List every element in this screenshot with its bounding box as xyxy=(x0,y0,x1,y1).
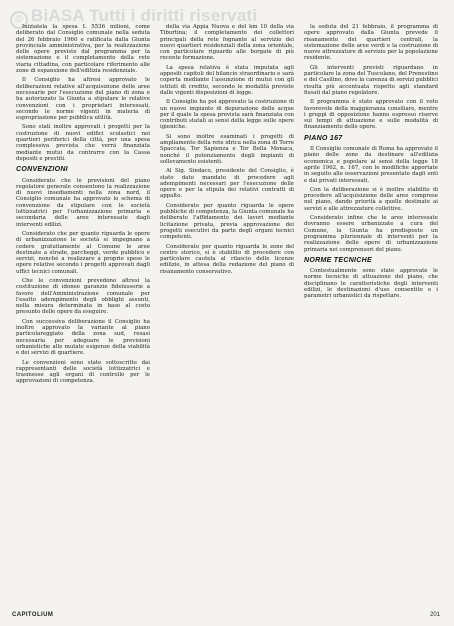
paragraph: Con la deliberazione si è inoltre stabilito di procedere all'acquisizione delle aree comprese nel piano, dando priorità a quelle destinate ai servizi e alle attrezzature collettive. xyxy=(304,186,438,212)
paragraph: Il Consiglio ha poi approvato la costruzione di un nuovo impianto di depurazione delle acque per il quale la spesa prevista sarà finanziata con contributi statali ai sensi della legge sulle opere igieniche. xyxy=(160,99,294,131)
paragraph: Con successiva deliberazione il Consiglio ha inoltre approvato la variante al piano particolareggiato della zona sud, resasi necessaria per adeguare le previsioni urbanistiche alle mutate esigenze della viabilità e dei servizi di quartiere. xyxy=(16,318,150,357)
paragraph: La spesa relativa è stata imputata agli appositi capitoli del bilancio straordinario e sarà coperta mediante l'assunzione di mutui con gli istituti di credito, secondo le modalità previste dalle vigenti disposizioni di legge. xyxy=(160,64,294,96)
paragraph: Iniziatela la spesa L 5536 milioni, come deliberato dal Consiglio comunale nella seduta del 26 febbraio 1960 e ratificata dalla Giunta provinciale amministrativa, per la realizzazione delle opere previste dal programma per la sistemazione e il completamento della rete viaria cittadina, con particolare riferimento alle zone di espansione dell'edilizia residenziale. xyxy=(16,24,150,75)
paragraph: Le convenzioni sono state sottoscritte dai rappresentanti delle società lottizzatrici e trasmesse agli organi di controllo per le approvazioni di competenza. xyxy=(16,359,150,385)
paragraph: la seduta del 21 febbraio, il programma di opere approvato dalla Giunta prevede il risanamento dei quartieri centrali, la sistemazione delle aree verdi e la costruzione di nuove attrezzature di servizio per la popolazione residente. xyxy=(304,24,438,62)
paragraph: Considerato che le previsioni del piano regolatore generale consentono la realizzazione di nuovi insediamenti nella zona nord, il Consiglio comunale ha approvato lo schema di convenzione da stipulare con le società lottizzatrici per l'urbanizzazione primaria e secondaria delle aree interessate dagli interventi edilizi. xyxy=(16,177,150,228)
section-heading: NORME TECNICHE xyxy=(304,256,372,264)
text-column-2 xyxy=(160,24,294,278)
paragraph: Sono stati inoltre approvati i progetti per la costruzione di nuovi edifici scolastici nei quartieri periferici della città, per una spesa complessiva prevista che verrà finanziata mediante mutui da contrarre con la Cassa depositi e prestiti. xyxy=(16,124,150,162)
text-column-3 xyxy=(304,24,438,303)
paragraph: Che le convenzioni prevedono altresì la costituzione di idonee garanzie fideiussorie a favore dell'Amministrazione comunale per l'esatto adempimento degli obblighi assunti, nella misura determinata in base al costo presunto delle opere da eseguire. xyxy=(16,277,150,316)
page-number: 201 xyxy=(429,612,440,618)
paragraph: Considerato che per quanto riguarda le opere di urbanizzazione le società si impegnano a cedere gratuitamente al Comune le aree destinate a strade, parcheggi, verde pubblico e servizi, nonché a realizzare a proprie spese le opere relative secondo i progetti approvati dagli uffici tecnici comunali. xyxy=(16,230,150,275)
paragraph: Il Consiglio ha altresì approvato le deliberazioni relative all'acquisizione delle aree necessarie per l'esecuzione del piano di zona e ha autorizzato la Giunta a stipulare le relative convenzioni con i proprietari interessati, secondo le norme vigenti in materia di espropriazione per pubblica utilità. xyxy=(16,77,150,122)
paragraph: Considerato infine che le aree interessate dovranno essere urbanizzate a cura del Comune, la Giunta ha predisposto un programma pluriennale di interventi per la realizzazione delle opere di urbanizzazione primaria nei comprensori del piano. xyxy=(304,215,438,253)
copyright-icon: © xyxy=(10,11,28,29)
text-column-1 xyxy=(16,24,150,388)
paragraph: Il Consiglio comunale di Roma ha approvato il piano delle zone da destinare all'edilizia economica e popolare ai sensi della legge 18 aprile 1962, n. 167, con le modifiche apportate in seguito alle osservazioni presentate dagli enti e dai privati interessati. xyxy=(304,146,438,184)
watermark-text: BiASA Tutti i diritti riservati xyxy=(31,6,258,25)
publication-name: CAPITOLIUM xyxy=(12,612,54,618)
paragraph: Considerato per quanto riguarda le zone del centro storico, si è stabilito di procedere con particolare cautela al rilascio delle licenze edilizie, in attesa della redazione del piano di risanamento conservativo. xyxy=(160,243,294,275)
paragraph: Contestualmente sono state approvate le norme tecniche di attuazione del piano, che disciplinano le caratteristiche degli interventi edilizi, le destinazioni d'uso consentite e i parametri urbanistici da rispettare. xyxy=(304,268,438,300)
section-heading: CONVENZIONI xyxy=(16,166,68,174)
section-heading: PIANO 167 xyxy=(304,134,343,142)
paragraph: Il programma è stato approvato con il voto favorevole della maggioranza consiliare, mentre i gruppi di opposizione hanno espresso riserve sui tempi di attuazione e sulle modalità di finanziamento delle opere. xyxy=(304,99,438,131)
paragraph: della via Appia Nuova e del km 10 della via Tiburtina; il completamento dei collettori principali della rete fognante al servizio dei nuovi quartieri residenziali della zona orientale, con particolare riguardo alle borgate di più recente formazione. xyxy=(160,24,294,62)
paragraph: Considerato per quanto riguarda le opere pubbliche di competenza, la Giunta comunale ha deliberato l'affidamento dei lavori mediante licitazione privata, previa approvazione dei progetti esecutivi da parte degli organi tecnici competenti. xyxy=(160,202,294,241)
paragraph: Si sono inoltre esaminati i progetti di ampliamento della rete idrica nella zona di Torre Spaccata, Tor Sapienza e Tor Bella Monaca, nonché il potenziamento degli impianti di sollevamento esistenti. xyxy=(160,133,294,165)
paragraph: Al Sig. Sindaco, presidente del Consiglio, è stato dato mandato di procedere agli adempimenti necessari per l'esecuzione delle opere e per la stipula dei relativi contratti di appalto. xyxy=(160,168,294,200)
paragraph: Gli interventi previsti riguardano in particolare la zona del Tuscolano, del Prenestino e del Casilino, dove la carenza di servizi pubblici risulta più accentuata rispetto agli standard fissati dal piano regolatore. xyxy=(304,64,438,96)
